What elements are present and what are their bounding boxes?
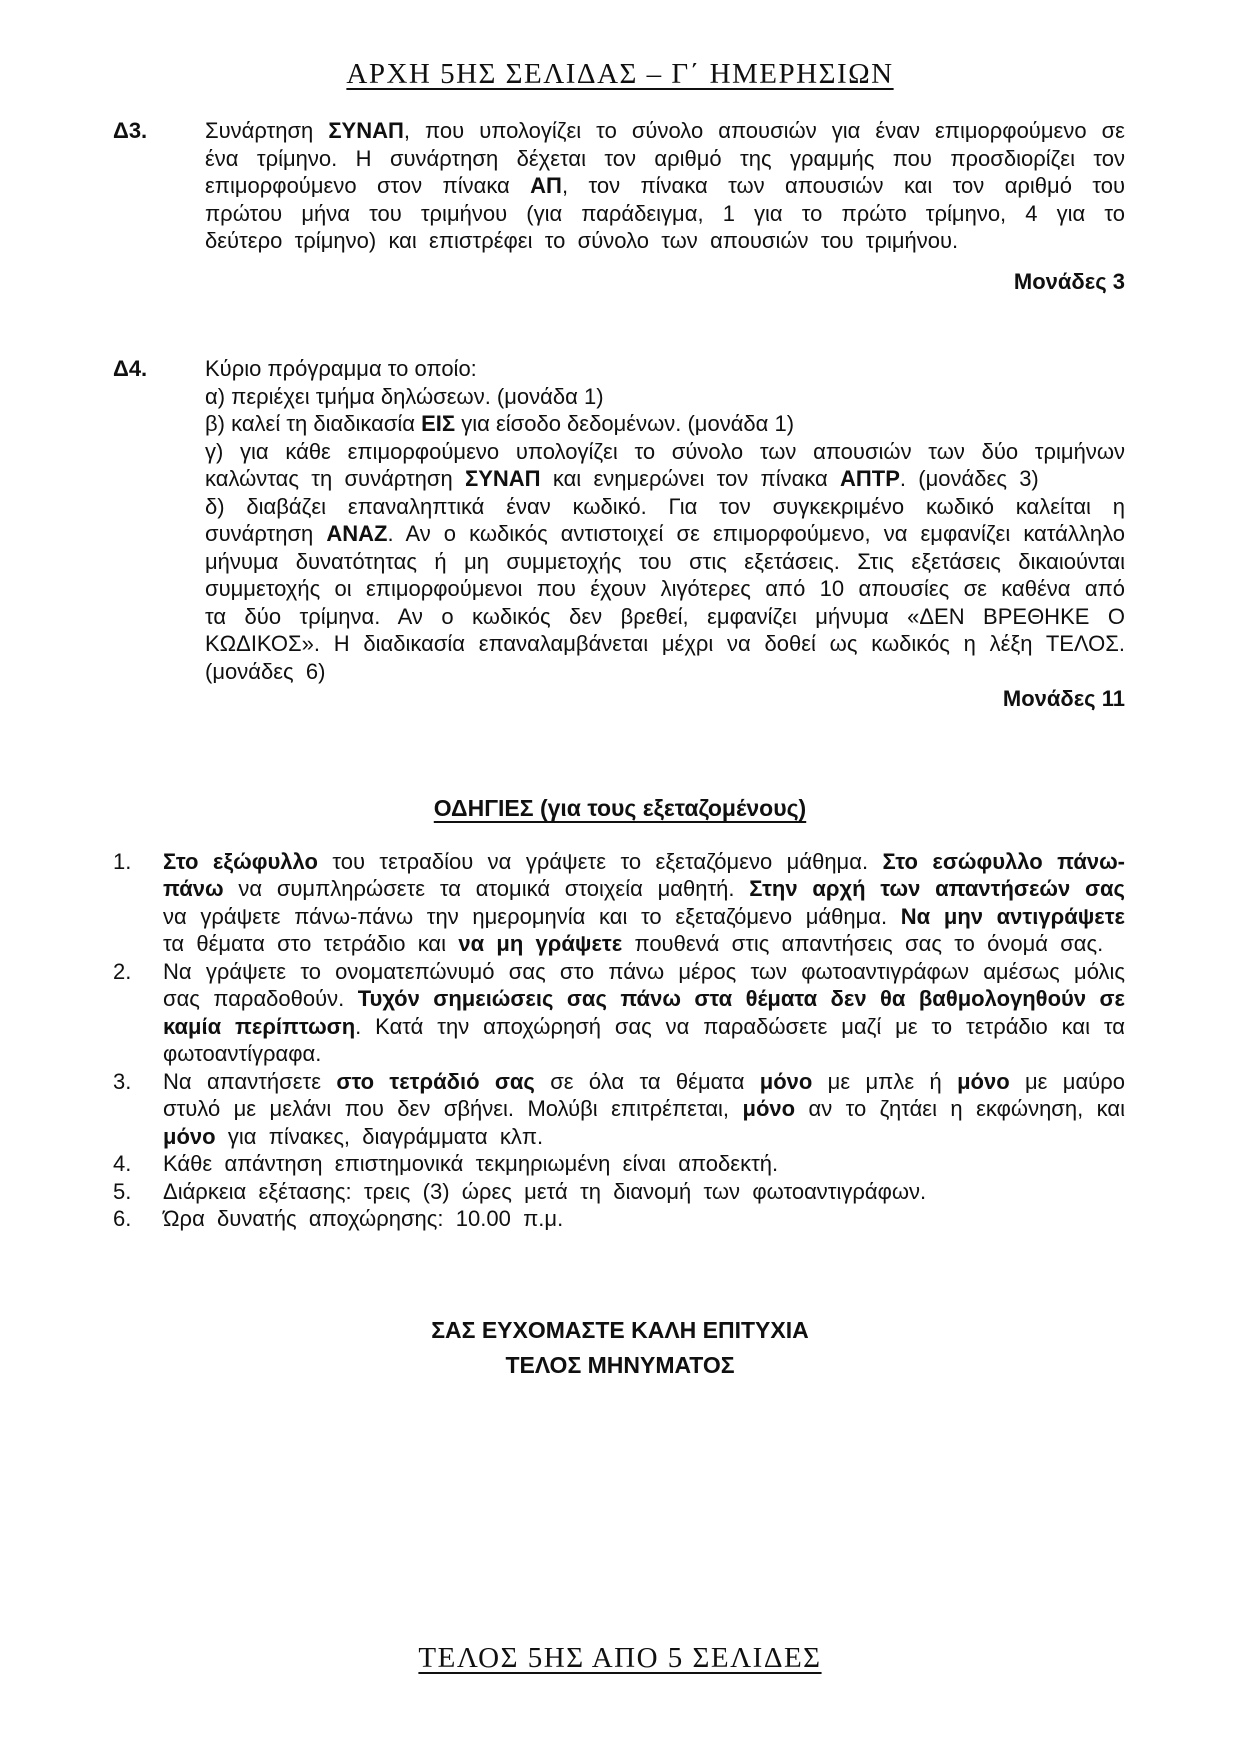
text-run: Στο εσώφυλλο πάνω-πάνω [163,848,1125,901]
text-run: Τυχόν σημειώσεις σας πάνω στα θέματα δεν θα βαθμολογηθούν σε καμία περίπτωση [163,986,1125,1039]
instruction-item-3-text [163,1068,1125,1151]
text-run: Να γράψετε το ονοματεπώνυμό σας στο πάνω μέρος των φωτοαντιγράφων αμέσως μόλις σας παραδοθούν. [163,958,1125,1011]
text-run: α) περιέχει τμήμα δηλώσεων. (μονάδα 1) [205,383,604,409]
question-d4 [113,355,1125,685]
text-run: . Κατά την αποχώρησή σας να παραδώσετε μαζί με το τετράδιο και τα φωτοαντίγραφα. [163,1013,1125,1066]
question-d3-label: Δ3. [113,118,148,143]
text-run: ΣΥΝΑΠ [328,118,404,143]
page-footer-text: ΤΕΛΟΣ 5ΗΣ ΑΠΟ 5 ΣΕΛΙΔΕΣ [418,1642,822,1674]
text-run: ΑΝΑΖ [326,521,388,546]
closing-good-luck: ΣΑΣ ΕΥΧΟΜΑΣΤΕ ΚΑΛΗ ΕΠΙΤΥΧΙΑ [431,1316,809,1343]
question-d4-intro [205,355,1125,383]
text-run: . Αν ο κωδικός αντιστοιχεί σε επιμορφούμενο, να εμφανίζει κατάλληλο μήνυμα δυνατότητας ή μη συμμετοχής του στις εξετάσεις. Στις εξετάσεις δικαιούνται συμμετοχής οι επιμορφούμενοι που έχουν λιγότερες από 10 απουσίες σε καθένα από τα δύο τρίμηνα. Αν ο κωδικός δεν βρεθεί, εμφανίζει μήνυμα «ΔΕΝ ΒΡΕΘΗΚΕ Ο ΚΩΔΙΚΟΣ». Η διαδικασία επαναλαμβάνεται μέχρι να δοθεί ως κωδικός η λέξη ΤΕΛΟΣ. (μονάδες 6) [205,521,1126,684]
text-run: με μαύρο στυλό με μελάνι που δεν σβήνει. Μολύβι επιτρέπεται, [163,1068,1125,1121]
question-d4-item-d [205,493,1125,686]
instruction-item-2 [113,958,1125,1068]
closing-end-of-message: ΤΕΛΟΣ ΜΗΝΥΜΑΤΟΣ [505,1351,735,1378]
page-header [0,0,1240,91]
text-run: Κύριο πρόγραμμα το οποίο: [205,356,477,381]
text-run: Ώρα δυνατής αποχώρησης: 10.00 π.μ. [163,1206,564,1231]
instructions-title [0,793,1240,824]
text-run: τα θέματα στο τετράδιο και [163,931,459,956]
closing-message [0,1313,1240,1383]
text-run: γ) για κάθε επιμορφούμενο υπολογίζει το σύνολο των απουσιών των δύο τριμήνων καλώντας τη συνάρτηση [205,438,1125,491]
text-run: και ενημερώνει τον πίνακα [540,466,841,491]
question-d3 [113,117,1125,255]
text-run: μόνο [742,1096,796,1121]
instruction-item-1 [113,848,1125,958]
text-run: ΑΠΤΡ [840,466,900,491]
text-run: του τετραδίου να γράψετε το εξεταζόμενο μάθημα. [317,848,883,874]
text-run: δ) διαβάζει επαναληπτικά έναν κωδικό. Για τον συγκεκριμένο κωδικό καλείται η συνάρτηση [205,493,1125,546]
text-run: Στο εξώφυλλο [163,848,318,874]
text-run: β) καλεί τη διαδικασία [205,411,422,436]
question-d4-item-b [205,410,1125,438]
text-run: για πίνακες, διαγράμματα κλπ. [215,1123,544,1149]
text-run: αν το ζητάει η εκφώνηση, και [795,1096,1126,1121]
instruction-item-4 [113,1150,1125,1178]
question-d4-body [205,355,1125,685]
text-run: Να μην αντιγράψετε [900,903,1125,929]
instruction-item-2-number: 2. [113,958,132,984]
question-d3-points: Μονάδες 3 [1013,268,1125,294]
instruction-item-3 [113,1068,1125,1151]
page-footer [0,1642,1240,1675]
page-header-text: ΑΡΧΗ 5ΗΣ ΣΕΛΙΔΑΣ – Γ΄ ΗΜΕΡΗΣΙΩΝ [346,58,894,90]
instruction-item-1-number: 1. [113,848,132,874]
text-run: σε όλα τα θέματα [534,1068,760,1094]
question-d3-body [205,117,1125,255]
text-run: να γράψετε πάνω-πάνω την ημερομηνία και το εξεταζόμενο μάθημα. [163,903,901,929]
question-d4-points: Μονάδες 11 [1002,686,1125,711]
text-run: Στην αρχή των απαντήσεών σας [749,876,1125,901]
instruction-item-5-number: 5. [113,1178,132,1204]
text-run: με μπλε ή [812,1068,958,1094]
text-run: μόνο [163,1123,216,1149]
instruction-item-1-text [163,848,1125,958]
text-run: Κάθε απάντηση επιστημονικά τεκμηριωμένη είναι αποδεκτή. [163,1151,779,1176]
question-d4-item-a [205,383,1125,411]
text-run: στο τετράδιό σας [336,1068,535,1094]
question-d4-item-c [205,438,1125,493]
question-d3-paragraph [205,117,1125,255]
instruction-item-4-number: 4. [113,1151,132,1176]
instruction-item-5-text [163,1178,1125,1206]
text-run: να συμπληρώσετε τα ατομικά στοιχεία μαθητή. [223,876,750,901]
text-run: ΣΥΝΑΠ [465,466,541,491]
text-run: , που υπολογίζει το σύνολο απουσιών για έναν επιμορφούμενο σε ένα τρίμηνο. Η συνάρτηση δέχεται τον αριθμό της γραμμής που προσδιορίζει τον επιμορφούμενο στον πίνακα [205,118,1125,198]
instruction-item-4-text [163,1150,1125,1178]
text-run: ΑΠ [530,173,562,198]
text-run: Συνάρτηση [205,118,329,143]
text-run: . (μονάδες 3) [899,466,1039,491]
text-run: μόνο [759,1068,813,1094]
instructions-list [113,848,1125,1233]
text-run: Διάρκεια εξέτασης: τρεις (3) ώρες μετά τη διανομή των φωτοαντιγράφων. [163,1178,927,1204]
instruction-item-6 [113,1205,1125,1233]
instruction-item-3-number: 3. [113,1068,132,1094]
text-run: πουθενά στις απαντήσεις σας το όνομά σας. [622,931,1104,956]
instruction-item-6-number: 6. [113,1206,132,1231]
text-run: να μη γράψετε [458,931,623,956]
text-run: Να απαντήσετε [163,1068,337,1094]
text-run: για είσοδο δεδομένων. (μονάδα 1) [455,411,795,436]
question-d4-label: Δ4. [113,356,148,381]
text-run: μόνο [957,1068,1010,1094]
instruction-item-5 [113,1178,1125,1206]
instruction-item-6-text [163,1205,1125,1233]
instruction-item-2-text [163,958,1125,1068]
instructions-title-text: ΟΔΗΓΙΕΣ (για τους εξεταζομένους) [433,794,807,821]
text-run: ΕΙΣ [421,411,456,436]
text-run: , τον πίνακα των απουσιών και τον αριθμό του πρώτου μήνα του τριμήνου (για παράδειγμα, 1 για το πρώτο τρίμηνο, 4 για το δεύτερο τρίμηνο) και επιστρέφει το σύνολο των απουσιών του τριμήνου. [205,173,1125,253]
